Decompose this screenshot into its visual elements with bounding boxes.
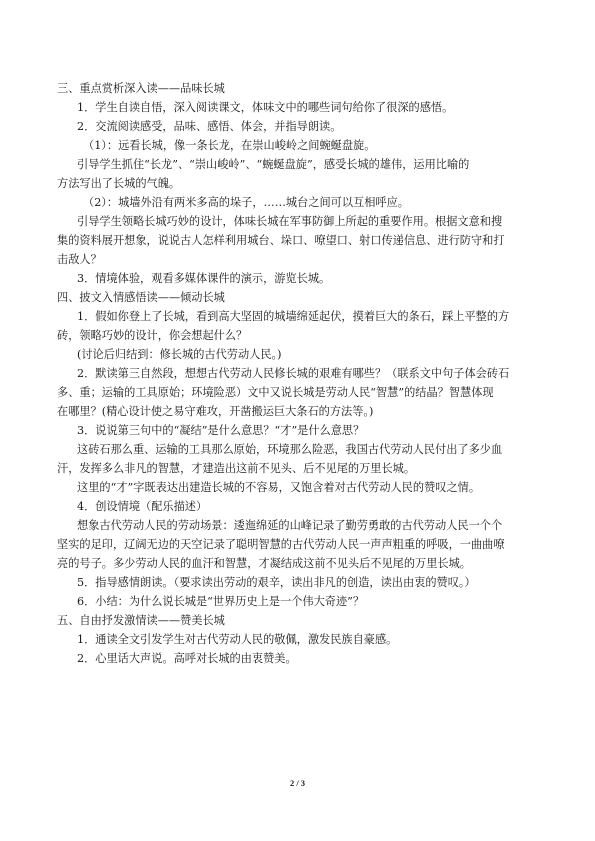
section-heading-4: 四、披文入情感悟读——倾动长城 [57, 291, 225, 304]
paragraph-line: 这里的“才”字既表达出建造长城的不容易，又饱含着对古代劳动人民的赞叹之情。 [77, 481, 481, 494]
section-heading-5: 五、自由抒发激情读——赞美长城 [57, 614, 225, 627]
paragraph-line: 坚实的足印，辽阔无边的天空记录了聪明智慧的古代劳动人民一声声粗重的呼吸，一曲曲嘹 [57, 538, 505, 551]
list-item: 3．说说第三句中的“凝结”是什么意思？“才”是什么意思？ [77, 424, 365, 437]
quote-item: （2）：城墙外沿有两米多高的垛子，……城台之间可以互相呼应。 [83, 196, 409, 209]
paragraph-line: 引导学生领略长城巧妙的设计，体味长城在军事防御上所起的重要作用。根据文意和搜 [77, 215, 503, 228]
paragraph-line: 这砖石那么重、运输的工具那么原始，环境那么险恶，我国古代劳动人民付出了多少血 [77, 443, 503, 456]
paragraph-line: 在哪里？(精心设计使之易守难攻，开凿搬运巨大条石的方法等。) [57, 405, 374, 418]
paragraph-line: 多、重；运输的工具原始；环境险恶）文中又说长城是劳动人民“智慧”的结晶？智慧体现 [57, 386, 494, 399]
list-item: 2．心里话大声说。高呼对长城的由衷赞美。 [77, 652, 297, 665]
list-item: 3．情境体验，观看多媒体课件的演示，游览长城。 [77, 272, 331, 285]
paragraph-line: 汗，发挥多么非凡的智慧，才建造出这前不见头、后不见尾的万里长城。 [57, 462, 416, 475]
list-item: 4．创设情境（配乐描述） [77, 500, 208, 513]
section-heading-3: 三、重点赏析深入读——品味长城 [57, 82, 225, 95]
paragraph-line: 亮的号子。多少劳动人民的血汗和智慧，才凝结成这前不见头后不见尾的万里长城。 [57, 557, 471, 570]
paragraph-line: 引导学生抓住“长龙”、“崇山峻岭”、“蜿蜒盘旋”，感受长城的雄伟，运用比喻的 [77, 158, 470, 171]
paragraph-line: 砖，领略巧妙的设计，你会想起什么？ [57, 329, 248, 342]
page-number: 2 / 3 [289, 778, 306, 788]
list-item: 1．假如你登上了长城，看到高大坚固的城墙绵延起伏，摸着巨大的条石，踩上平整的方 [77, 310, 510, 323]
document-body [57, 79, 545, 668]
list-item: 5．指导感情朗读。（要求读出劳动的艰辛，读出非凡的创造，读出由衷的赞叹。） [77, 576, 476, 589]
paragraph-line: 集的资料展开想象，说说古人怎样利用城台、垛口、嘹望口、射口传递信息、进行防守和打 [57, 234, 505, 247]
paragraph-line: 想象古代劳动人民的劳动场景：逶迤绵延的山峰记录了勤劳勇敢的古代劳动人民一个个 [77, 519, 503, 532]
list-item: 2．默读第三自然段，想想古代劳动人民修长城的艰难有哪些？（联系文中句子体会砖石 [77, 367, 510, 380]
list-item: 1．通读全文引发学生对古代劳动人民的敬佩，激发民族自豪感。 [77, 633, 398, 646]
paragraph-line: 方法写出了长城的气魄。 [57, 177, 181, 190]
paragraph-line: 击敌人？ [57, 253, 102, 266]
list-item: 2．交流阅读感受，品味、感悟、体会，并指导朗读。 [77, 120, 342, 133]
list-item: 6．小结：为什么说长城是“世界历史上是一个伟大奇迹”？ [77, 595, 365, 608]
list-item: 1．学生自读自悟，深入阅读课文，体味文中的哪些词句给你了很深的感悟。 [77, 101, 454, 114]
quote-item: （1）：远看长城，像一条长龙，在崇山峻岭之间蜿蜒盘旋。 [83, 139, 376, 152]
paragraph-line: (讨论后归结到：修长城的古代劳动人民。) [77, 348, 282, 361]
